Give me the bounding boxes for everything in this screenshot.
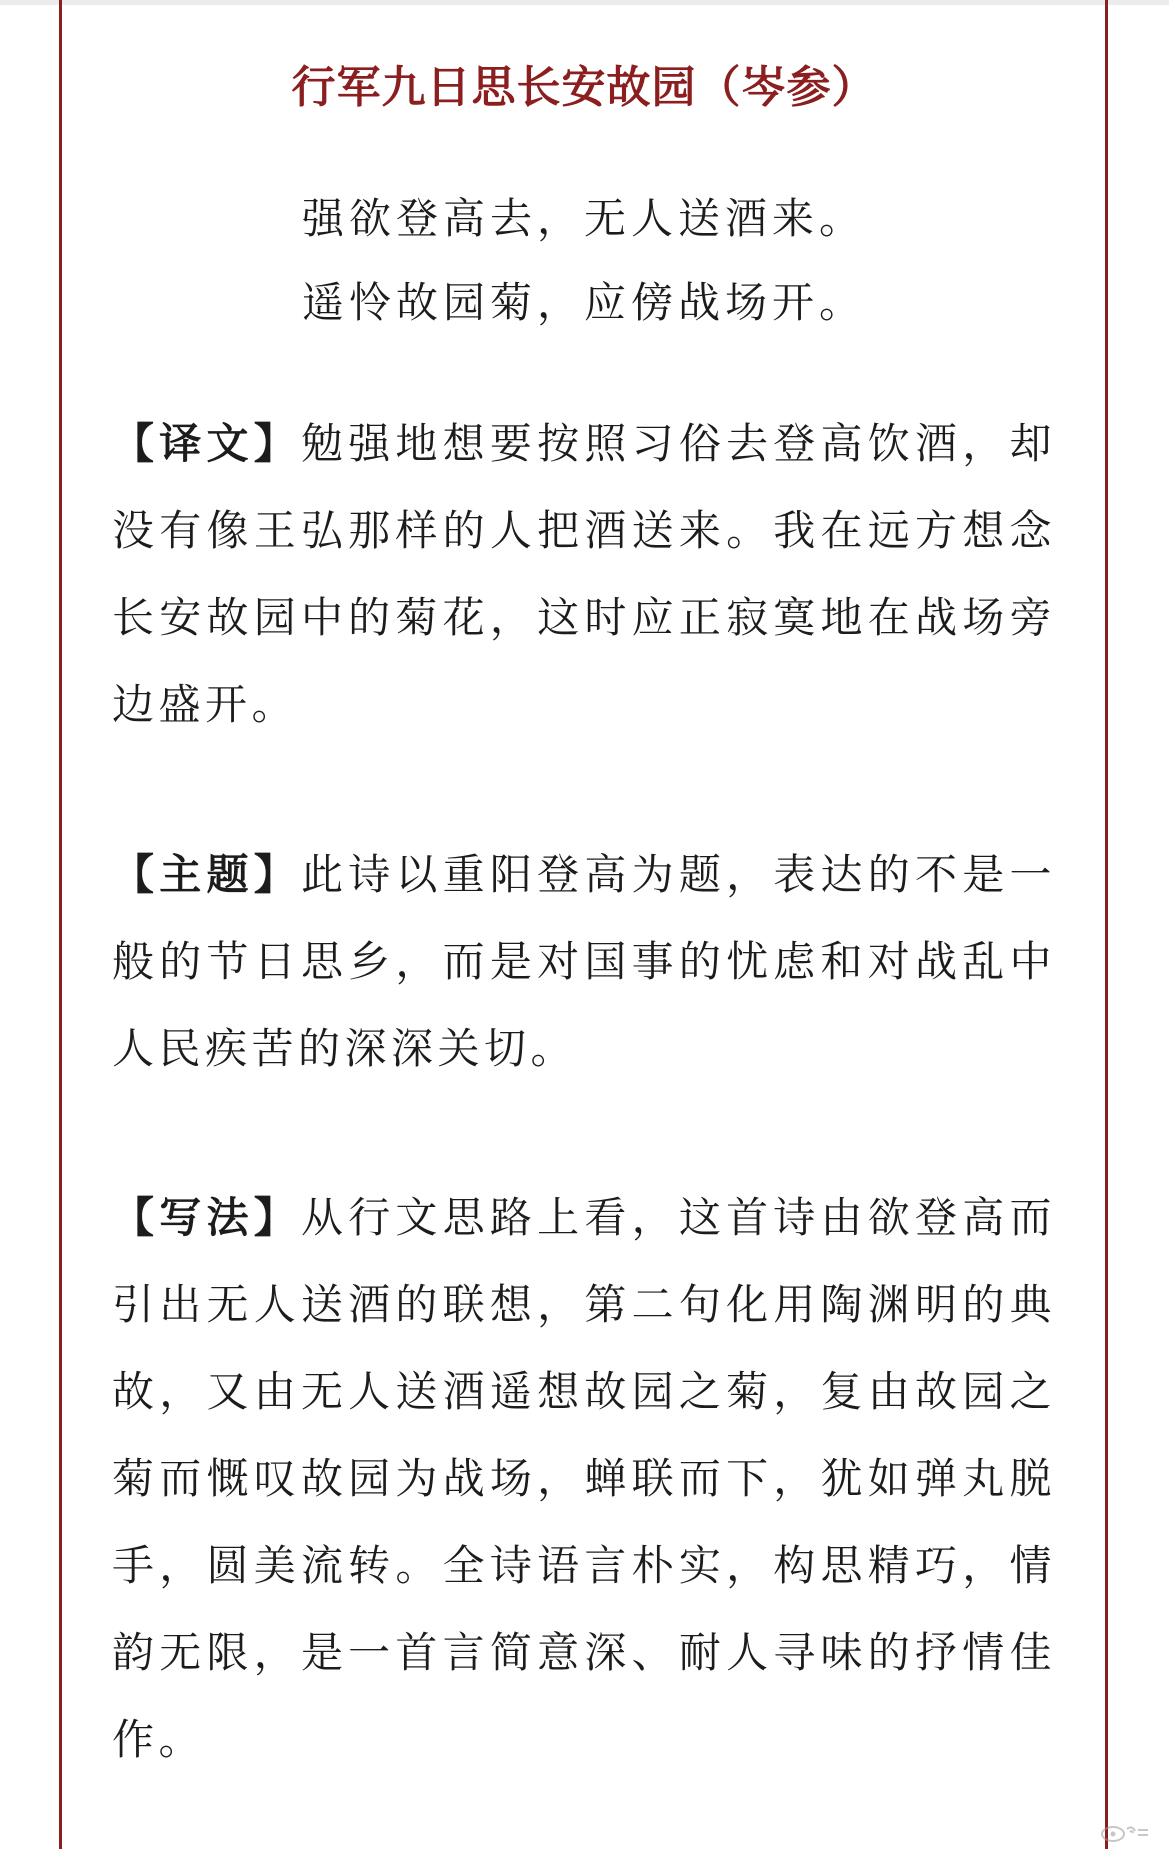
weibo-watermark-icon	[1099, 1823, 1151, 1843]
technique-section	[112, 1174, 1056, 1783]
translation-text: 勉强地想要按照习俗去登高饮酒，却没有像王弘那样的人把酒送来。我在远方想念长安故园中的菊花，这时应正寂寞地在战场旁边盛开。	[112, 419, 1056, 729]
technique-label: 【写法】	[112, 1193, 301, 1242]
left-border-line	[59, 0, 62, 1849]
right-border-line	[1105, 0, 1108, 1849]
theme-section	[112, 831, 1056, 1092]
top-divider	[0, 0, 1169, 5]
poem-line-2: 遥怜故园菊，应傍战场开。	[301, 278, 866, 327]
theme-text: 此诗以重阳登高为题，表达的不是一般的节日思乡，而是对国事的忧虑和对战乱中人民疾苦的深深关切。	[112, 850, 1056, 1073]
translation-label: 【译文】	[112, 419, 301, 468]
translation-section	[112, 400, 1056, 748]
technique-text: 从行文思路上看，这首诗由欲登高而引出无人送酒的联想，第二句化用陶渊明的典故，又由无人送酒遥想故园之菊，复由故园之菊而慨叹故园为战场，蝉联而下，犹如弹丸脱手，圆美流转。全诗语言朴实，构思精巧，情韵无限，是一首言简意深、耐人寻味的抒情佳作。	[112, 1193, 1056, 1764]
poem-title: 行军九日思长安故园（岑参）	[291, 62, 877, 113]
poem-line-1: 强欲登高去，无人送酒来。	[301, 194, 866, 243]
poem-text	[112, 177, 1056, 345]
theme-label: 【主题】	[112, 850, 301, 899]
